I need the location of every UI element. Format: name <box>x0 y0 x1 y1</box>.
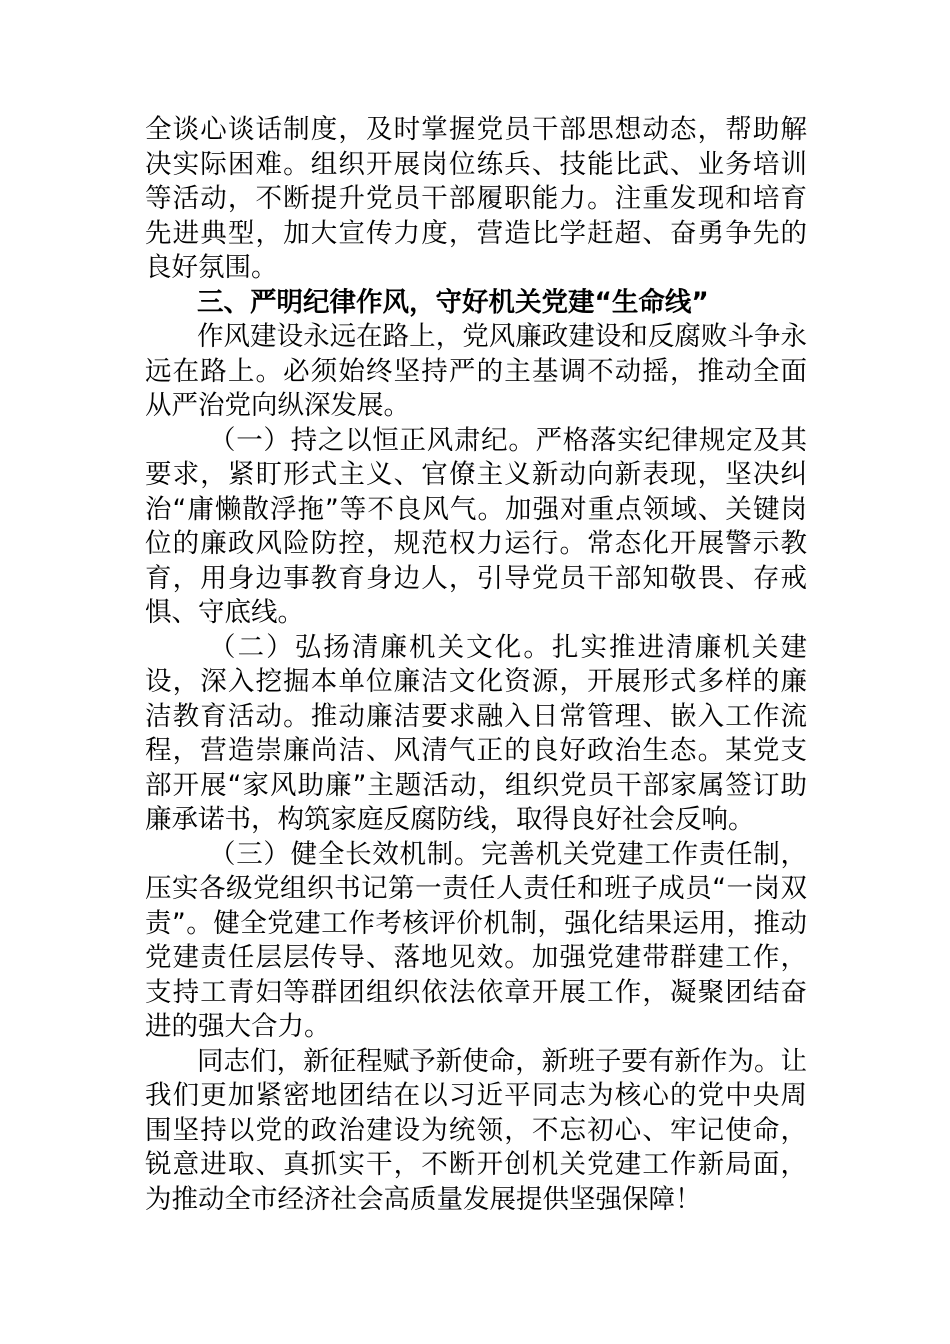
subsection-one-paragraph: （一）持之以恒正风肃纪。严格落实纪律规定及其要求，紧盯形式主义、官僚主义新动向新表现，坚决纠治“庸懒散浮拖”等不良风气。加强对重点领域、关键岗位的廉政风险防控，规范权力运行。常态化开展警示教育，用身边事教育身边人，引导党员干部知敬畏、存戒惧、守底线。 <box>145 424 807 628</box>
subsection-two-paragraph: （二）弘扬清廉机关文化。扎实推进清廉机关建设，深入挖掘本单位廉洁文化资源，开展形式多样的廉洁教育活动。推动廉洁要求融入日常管理、嵌入工作流程，营造崇廉尚洁、风清气正的良好政治生态。某党支部开展“家风助廉”主题活动，组织党员干部家属签订助廉承诺书，构筑家庭反腐防线，取得良好社会反响。 <box>145 631 807 835</box>
closing-paragraph: 同志们，新征程赋予新使命，新班子要有新作为。让我们更加紧密地团结在以习近平同志为核心的党中央周围坚持以党的政治建设为统领，不忘初心、牢记使命，锐意进取、真抓实干，不断开创机关党建工作新局面，为推动全市经济社会高质量发展提供坚强保障！ <box>145 1045 807 1215</box>
section-intro-paragraph: 作风建设永远在路上，党风廉政建设和反腐败斗争永远在路上。必须始终坚持严的主基调不动摇，推动全面从严治党向纵深发展。 <box>145 321 807 421</box>
section-heading-three: 三、严明纪律作风，守好机关党建“生命线” <box>197 286 709 318</box>
paragraph-continuation: 全谈心谈话制度，及时掌握党员干部思想动态，帮助解决实际困难。组织开展岗位练兵、技能比武、业务培训等活动，不断提升党员干部履职能力。注重发现和培育先进典型，加大宣传力度，营造比学赶超、奋勇争先的良好氛围。 <box>145 114 807 283</box>
document-body <box>145 113 807 1217</box>
subsection-three-paragraph: （三）健全长效机制。完善机关党建工作责任制，压实各级党组织书记第一责任人责任和班子成员“一岗双责”。健全党建工作考核评价机制，强化结果运用，推动党建责任层层传导、落地见效。加强党建带群建工作，支持工青妇等群团组织依法依章开展工作，凝聚团结奋进的强大合力。 <box>145 838 807 1042</box>
